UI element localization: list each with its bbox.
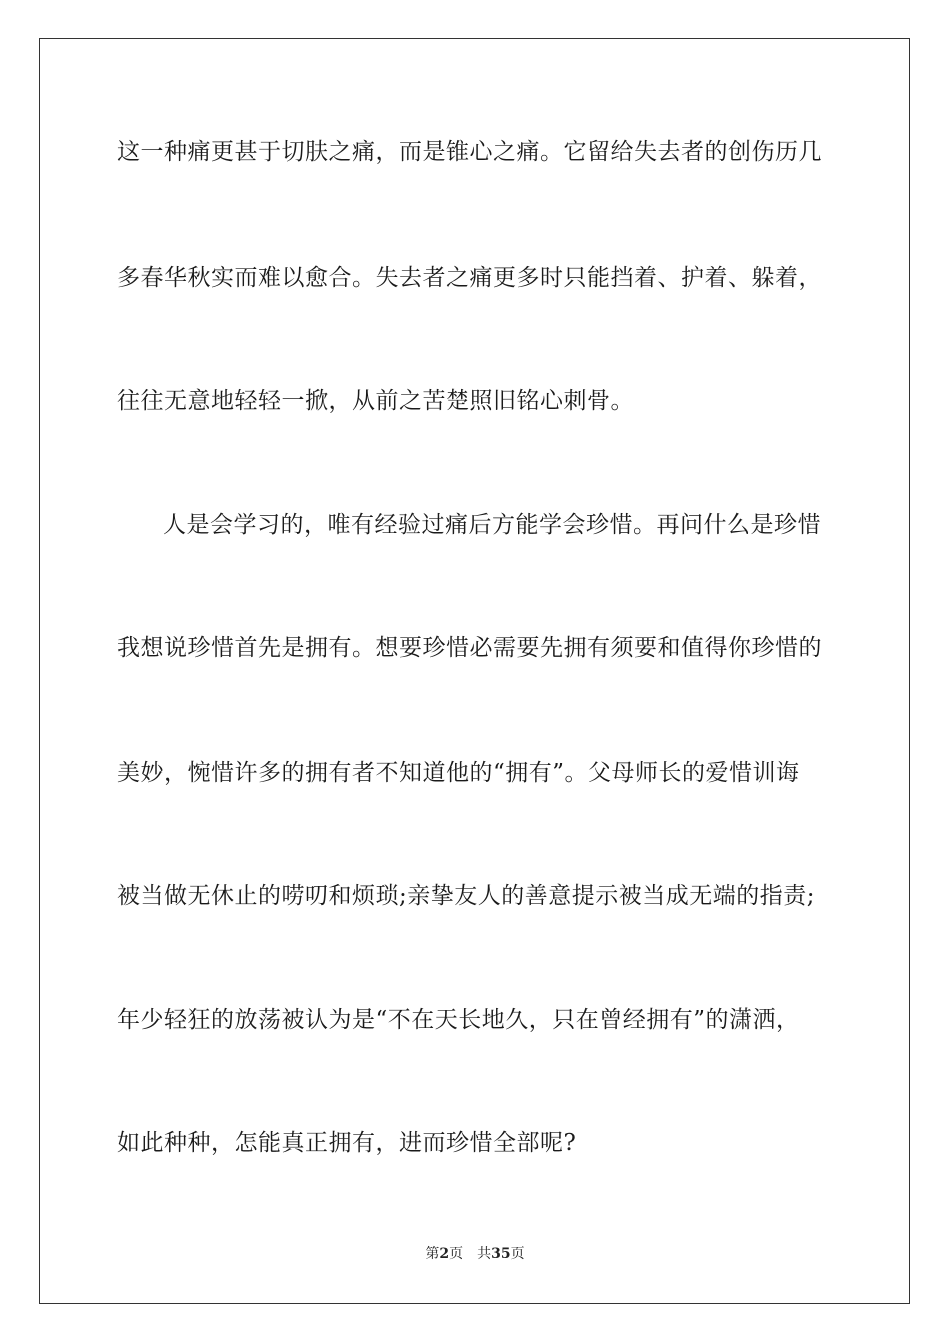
text-line-6: 美妙，惋惜许多的拥有者不知道他的“拥有”。父母师长的爱惜训诲 <box>117 760 800 786</box>
page-total: 35 <box>491 1246 511 1262</box>
total-suffix: 页 <box>510 1246 525 1262</box>
page-footer <box>0 1244 950 1264</box>
total-prefix: 共 <box>477 1246 492 1262</box>
page-prefix: 第 <box>425 1246 440 1262</box>
text-line-4: 人是会学习的，唯有经验过痛后方能学会珍惜。再问什么是珍惜 <box>163 512 821 538</box>
page-current: 2 <box>439 1246 450 1262</box>
text-line-9: 如此种种，怎能真正拥有，进而珍惜全部呢? <box>117 1130 577 1156</box>
text-line-2: 多春华秋实而难以愈合。失去者之痛更多时只能挡着、护着、躲着， <box>117 265 822 291</box>
text-line-1: 这一种痛更甚于切肤之痛，而是锥心之痛。它留给失去者的创伤历几 <box>117 139 822 165</box>
text-line-5: 我想说珍惜首先是拥有。想要珍惜必需要先拥有须要和值得你珍惜的 <box>117 635 822 661</box>
page-border <box>39 38 910 1304</box>
text-line-8: 年少轻狂的放荡被认为是“不在天长地久，只在曾经拥有”的潇洒， <box>117 1007 800 1033</box>
page-suffix: 页 <box>449 1246 464 1262</box>
text-line-3: 往往无意地轻轻一掀，从前之苦楚照旧铭心刺骨。 <box>117 388 634 414</box>
text-line-7: 被当做无休止的唠叨和烦琐;亲挚友人的善意提示被当成无端的指责; <box>117 883 815 909</box>
